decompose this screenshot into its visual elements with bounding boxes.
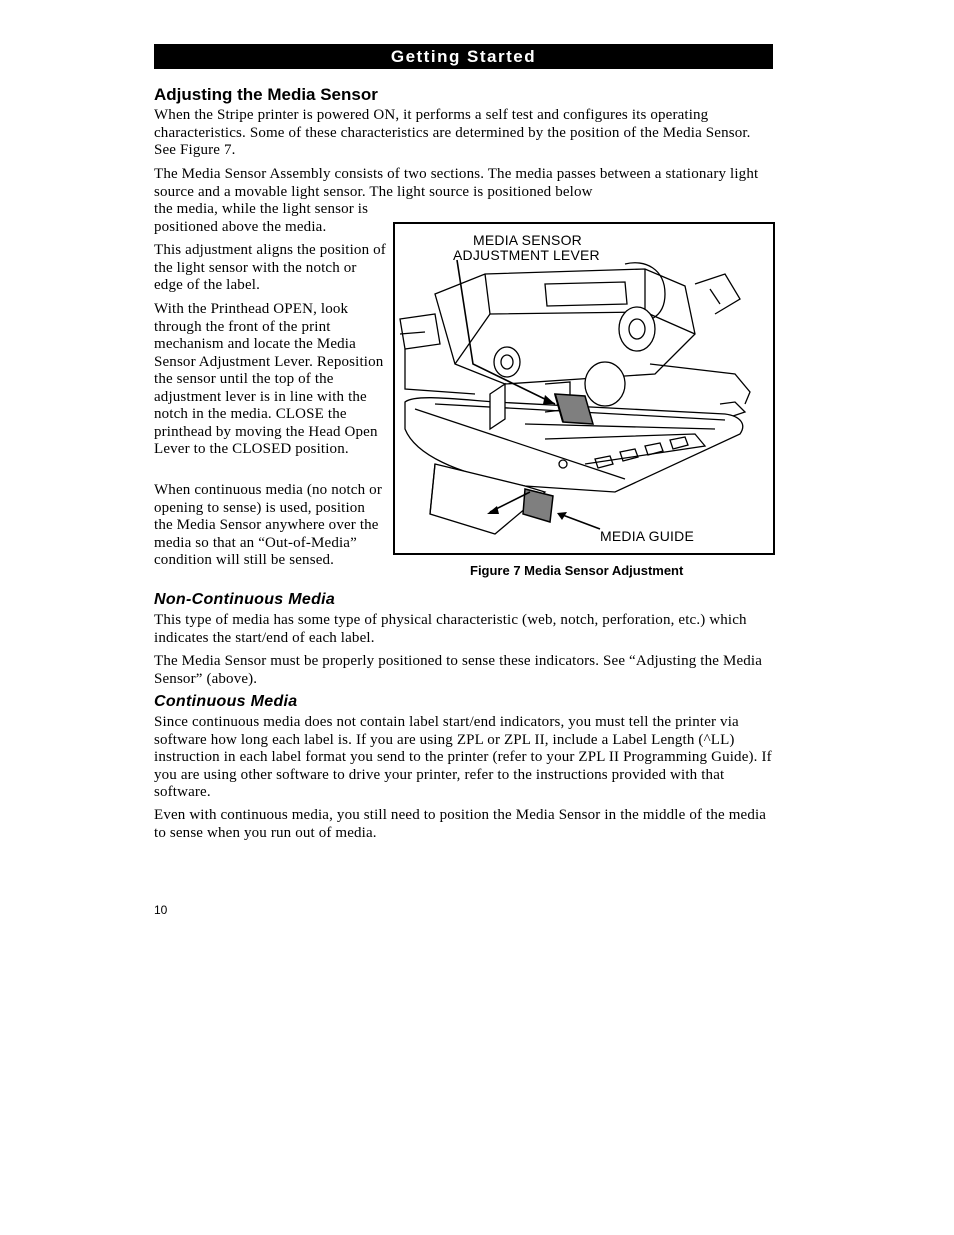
non-continuous-heading: Non-Continuous Media	[154, 591, 336, 608]
non-continuous-paragraph-2: The Media Sensor must be properly positioned to sense these indicators. See “Adjusting the Media Sensor” (above).	[154, 653, 763, 687]
figure-caption: Figure 7 Media Sensor Adjustment	[470, 563, 684, 578]
continuous-heading: Continuous Media	[154, 693, 298, 710]
continuous-paragraph-2: Even with continuous media, you still need to position the Media Sensor in the middle of the media to sense when you run out of media.	[154, 807, 767, 841]
non-continuous-paragraph-1: This type of media has some type of physical characteristic (web, notch, perforation, etc.) which indicates the start/end of each label.	[154, 612, 747, 646]
paragraph-procedure: With the Printhead OPEN, look through the front of the print mechanism and locate the Media Sensor Adjustment Lever. Reposition the sensor until the top of the adjustment lever is in line with the notch in the media. CLOSE the printhead by moving the Head Open Lever to the CLOSED position.	[154, 301, 384, 457]
continuous-paragraph-1: Since continuous media does not contain label start/end indicators, you must tell the printer via software how long each label is. If you are using ZPL or ZPL II, include a Label Length (^LL) instruction in each label format you send to the printer (refer to your ZPL II Programming Guide). If you are using other software to drive your printer, refer to the instructions provided with that software.	[154, 714, 772, 800]
media-guide-label: MEDIA GUIDE	[600, 528, 694, 544]
printer-mechanism-illustration	[395, 224, 773, 553]
section-header-bar: Getting Started	[154, 44, 773, 69]
section-title: Adjusting the Media Sensor	[154, 85, 378, 104]
paragraph-continuous-note: When continuous media (no notch or opening to sense) is used, position the Media Sensor anywhere over the media so that an “Out-of-Media” condition will still be sensed.	[154, 482, 382, 568]
paragraph-assembly-continued: the media, while the light sensor is positioned above the media.	[154, 201, 369, 235]
paragraph-intro: When the Stripe printer is powered ON, it performs a self test and configures its operating characteristics. Some of these characteristics are determined by the position of the Media Sensor. See Figure 7.	[154, 107, 751, 158]
media-sensor-figure	[393, 222, 775, 555]
lever-label-line1: MEDIA SENSOR	[473, 232, 582, 248]
page-number: 10	[154, 903, 168, 917]
paragraph-alignment: This adjustment aligns the position of the light sensor with the notch or edge of the label.	[154, 242, 386, 293]
paragraph-assembly: The Media Sensor Assembly consists of two sections. The media passes between a stationary light source and a movable light sensor. The light source is positioned below	[154, 166, 759, 200]
lever-label-line2: ADJUSTMENT LEVER	[453, 247, 600, 263]
